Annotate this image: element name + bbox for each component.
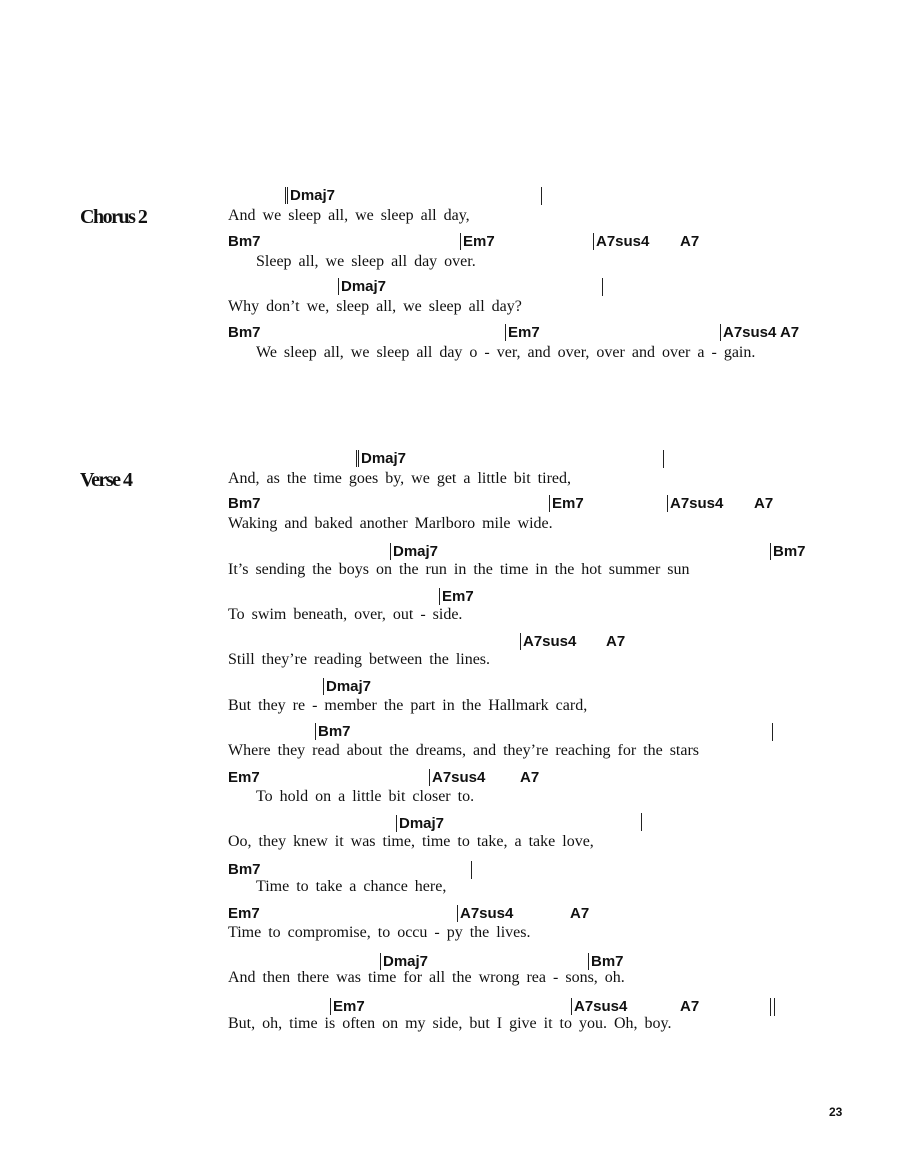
chord: Bm7 — [228, 324, 261, 341]
lyric-line: Waking and baked another Marlboro mile wide. — [228, 515, 553, 532]
lyric-line: Time to take a chance here, — [256, 878, 447, 895]
chord: Dmaj7 — [356, 450, 406, 467]
chord: A7 — [520, 769, 540, 786]
chord: A7sus4 — [593, 233, 649, 250]
chord: A7 — [680, 233, 700, 250]
bar-line — [602, 278, 603, 296]
double-bar-line — [770, 998, 775, 1016]
chord: Em7 — [228, 905, 260, 922]
chord: Bm7 — [315, 723, 351, 740]
lyric-line: But they re - member the part in the Hallmark card, — [228, 697, 588, 714]
chord: A7sus4 A7 — [720, 324, 799, 341]
lyric-line: Sleep all, we sleep all day over. — [256, 253, 476, 270]
section-label-verse-4: Verse 4 — [80, 469, 132, 491]
chord: A7 — [570, 905, 590, 922]
chord: A7sus4 — [571, 998, 627, 1015]
chord: Bm7 — [770, 543, 806, 560]
lyric-line: We sleep all, we sleep all day o - ver, and over, over and over a - gain. — [256, 344, 756, 361]
page-number: 23 — [829, 1105, 843, 1119]
chord: Em7 — [330, 998, 365, 1015]
lyric-line: But, oh, time is often on my side, but I give it to you. Oh, boy. — [228, 1015, 672, 1032]
chord: Em7 — [505, 324, 540, 341]
chord: A7 — [754, 495, 774, 512]
lyric-line: To swim beneath, over, out - side. — [228, 606, 463, 623]
lyric-line: Why don’t we, sleep all, we sleep all day? — [228, 298, 522, 315]
chord: Em7 — [228, 769, 260, 786]
section-label-chorus-2: Chorus 2 — [80, 206, 147, 228]
lyric-line: It’s sending the boys on the run in the time in the hot summer sun — [228, 561, 690, 578]
chord: Dmaj7 — [390, 543, 438, 560]
lyric-line: Oo, they knew it was time, time to take, a take love, — [228, 833, 594, 850]
chord: A7 — [680, 998, 700, 1015]
chord: Em7 — [460, 233, 495, 250]
chord: Dmaj7 — [285, 187, 335, 204]
chord: Dmaj7 — [380, 953, 428, 970]
chord: A7sus4 — [667, 495, 723, 512]
chord: A7sus4 — [457, 905, 513, 922]
bar-line — [471, 861, 472, 879]
chord: A7sus4 — [520, 633, 576, 650]
lyric-line: And then there was time for all the wrong rea - sons, oh. — [228, 969, 625, 986]
lyric-line: Where they read about the dreams, and they’re reaching for the stars — [228, 742, 700, 759]
bar-line — [663, 450, 664, 468]
chord: Em7 — [439, 588, 474, 605]
bar-line — [772, 723, 773, 741]
lyric-line: To hold on a little bit closer to. — [256, 788, 475, 805]
bar-line — [541, 187, 542, 205]
chord: Dmaj7 — [338, 278, 386, 295]
chord: A7 — [606, 633, 626, 650]
chord: Dmaj7 — [396, 815, 444, 832]
lyric-line: And we sleep all, we sleep all day, — [228, 207, 470, 224]
lyric-line: Time to compromise, to occu - py the lives. — [228, 924, 531, 941]
lyric-line: And, as the time goes by, we get a little bit tired, — [228, 470, 571, 487]
chord: Bm7 — [228, 495, 261, 512]
lyric-line: Still they’re reading between the lines. — [228, 651, 491, 668]
chord: Bm7 — [228, 233, 261, 250]
chord: Bm7 — [228, 861, 261, 878]
chord: Dmaj7 — [323, 678, 371, 695]
chord: A7sus4 — [429, 769, 485, 786]
chord: Em7 — [549, 495, 584, 512]
chord: Bm7 — [588, 953, 624, 970]
bar-line — [641, 813, 642, 831]
